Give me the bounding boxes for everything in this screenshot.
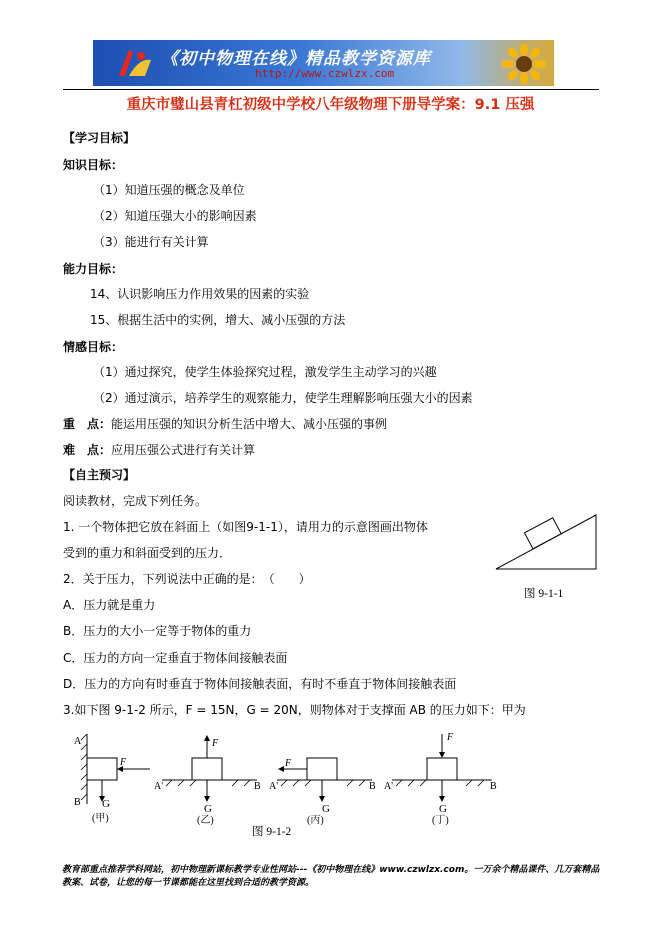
- preview-heading: 【自主预习】: [63, 468, 136, 482]
- figure-1-caption: 图 9-1-1: [524, 588, 564, 600]
- force-diagrams-figure: [62, 726, 602, 826]
- page-footer: 教育部重点推荐学科网站，初中物理新课标教学专业性网站---《初中物理在线》www.czwlzx.com。一万余个精品课件、几万套精品教案、试卷，让您的每一节课都能在这里找到合适的教学资源。: [62, 865, 600, 888]
- diagram-ding: [384, 732, 497, 826]
- option-b: B．压力的大小一定等于物体的重力: [63, 624, 252, 638]
- svg-text:A': A': [384, 781, 394, 792]
- emotion-label: 情感目标：: [63, 340, 124, 354]
- option-d: D．压力的方向有时垂直于物体间接触表面，有时不垂直于物体间接触表面: [63, 677, 457, 691]
- svg-text:F: F: [120, 757, 127, 768]
- question-1-line-2: 受到的重力和斜面受到的压力．: [63, 546, 232, 560]
- key-text: 能运用压强的知识分析生活中增大、减小压强的事例: [111, 417, 388, 431]
- emotion-item: （1）通过探究，使学生体验探究过程，激发学生主动学习的兴趣: [93, 365, 437, 379]
- knowledge-label: 知识目标：: [63, 158, 124, 172]
- key-point: [63, 416, 387, 432]
- svg-text:G: G: [102, 798, 110, 810]
- svg-text:A': A': [154, 781, 164, 792]
- sunflower-icon: [502, 44, 546, 84]
- ability-label: 能力目标：: [63, 262, 124, 276]
- key-label: 重 点：: [63, 417, 112, 431]
- svg-text:F: F: [285, 758, 292, 769]
- knowledge-item: （2）知道压强大小的影响因素: [93, 209, 257, 223]
- knowledge-item: （3）能进行有关计算: [93, 235, 209, 249]
- difficult-text: 应用压强公式进行有关计算: [111, 443, 256, 457]
- option-a: A．压力就是重力: [63, 598, 156, 612]
- figure-2-caption: 图 9-1-2: [252, 826, 292, 838]
- svg-text:F: F: [447, 732, 454, 743]
- diagram-jia: [74, 734, 150, 824]
- svg-text:A': A': [269, 781, 279, 792]
- banner-title: 《初中物理在线》精品教学资源库: [161, 49, 431, 69]
- question-3: 3.如下图 9-1-2 所示，F = 15N，G = 20N，则物体对于支撑面 AB 的压力如下：甲为: [63, 703, 526, 717]
- header-banner: [93, 40, 554, 86]
- svg-text:B: B: [74, 797, 81, 808]
- svg-text:B: B: [254, 781, 261, 792]
- page-title: 重庆市璧山县青杠初级中学校八年级物理下册导学案：9.1 压强: [126, 97, 535, 113]
- svg-text:(丁): (丁): [432, 815, 449, 826]
- preview-intro: 阅读教材，完成下列任务。: [63, 494, 208, 508]
- svg-text:G: G: [322, 803, 330, 815]
- svg-text:B: B: [369, 781, 376, 792]
- svg-text:G: G: [204, 803, 212, 815]
- incline-figure: [492, 505, 602, 575]
- svg-text:(乙): (乙): [197, 815, 214, 826]
- header-divider: [63, 89, 599, 90]
- svg-text:A: A: [74, 736, 82, 747]
- difficult-point: [63, 442, 255, 458]
- difficult-label: 难 点：: [63, 443, 112, 457]
- svg-text:B: B: [490, 781, 497, 792]
- diagram-yi: [154, 735, 261, 826]
- banner-url[interactable]: http://www.czwlzx.com: [255, 67, 395, 80]
- ability-item: 14、认识影响压力作用效果的因素的实验: [90, 287, 310, 301]
- question-1-line-1: 1. 一个物体把它放在斜面上（如图9-1-1），请用力的示意图画出物体: [63, 520, 428, 534]
- svg-text:G: G: [439, 803, 447, 815]
- svg-text:F: F: [212, 738, 219, 749]
- svg-text:(丙): (丙): [307, 815, 324, 826]
- ability-item: 15、根据生活中的实例，增大、减小压强的方法: [90, 313, 346, 327]
- diagram-bing: [269, 758, 376, 826]
- svg-text:(甲): (甲): [92, 813, 109, 824]
- knowledge-item: （1）知道压强的概念及单位: [93, 183, 245, 197]
- option-c: C．压力的方向一定垂直于物体间接触表面: [63, 651, 288, 665]
- question-2: 2．关于压力，下列说法中正确的是： （ ）: [63, 572, 311, 586]
- site-logo-icon: [115, 46, 155, 82]
- goals-heading: 【学习目标】: [63, 131, 136, 145]
- emotion-item: （2）通过演示，培养学生的观察能力，使学生理解影响压强大小的因素: [93, 391, 473, 405]
